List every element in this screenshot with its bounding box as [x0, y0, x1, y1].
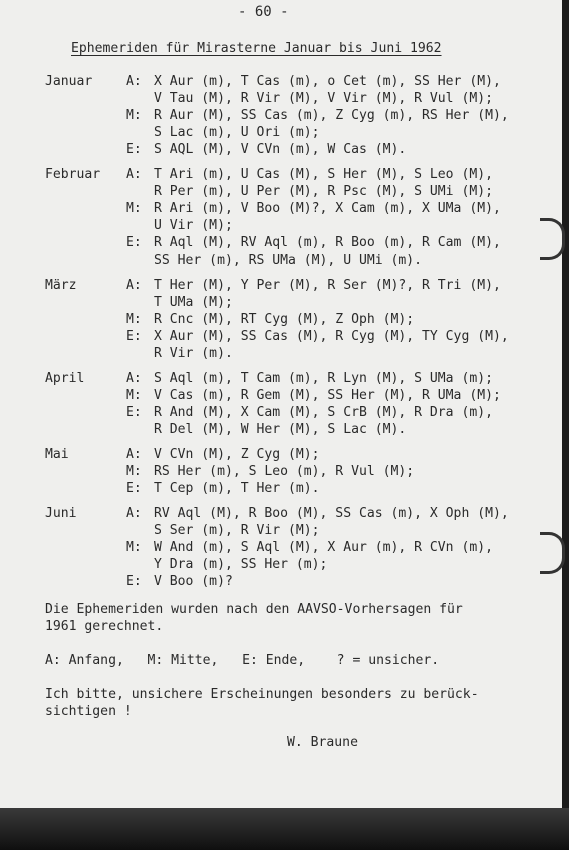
note-line: Die Ephemeriden wurden nach den AAVSO-Vorhersagen für [45, 602, 463, 617]
page-number: - 60 - [238, 4, 289, 20]
binder-clip-icon [540, 218, 565, 260]
star-list: S Aql (m), T Cam (m), R Lyn (M), S UMa (m); [154, 371, 493, 386]
star-list: T Ari (m), U Cas (M), S Her (M), S Leo (M), [154, 167, 493, 182]
star-list: V Boo (m)? [154, 574, 233, 589]
month-label: Juni [45, 506, 77, 521]
period-label: E: [126, 574, 142, 589]
request-line: sichtigen ! [45, 704, 132, 719]
star-list: R Per (m), U Per (M), R Psc (M), S UMi (M); [154, 184, 493, 199]
star-list: V Tau (M), R Vir (M), V Vir (M), R Vul (M); [154, 91, 493, 106]
period-label: E: [126, 329, 142, 344]
star-list: Y Dra (m), SS Her (m); [154, 557, 328, 572]
month-label: März [45, 278, 77, 293]
star-list: R And (M), X Cam (M), S CrB (M), R Dra (m), [154, 405, 493, 420]
star-list: U Vir (M); [154, 218, 233, 233]
star-list: T UMa (M); [154, 295, 233, 310]
book-binding-edge [0, 808, 569, 850]
star-list: S AQL (M), V CVn (m), W Cas (M). [154, 142, 407, 157]
star-list: W And (m), S Aql (M), X Aur (m), R CVn (m), [154, 540, 493, 555]
period-label: M: [126, 540, 142, 555]
month-label: Februar [45, 167, 101, 182]
period-label: A: [126, 167, 142, 182]
period-label: A: [126, 74, 142, 89]
period-label: E: [126, 481, 142, 496]
period-label: E: [126, 405, 142, 420]
star-list: SS Her (m), RS UMa (M), U UMi (m). [154, 253, 423, 268]
binder-clip-icon [540, 532, 565, 574]
star-list: R Aql (M), RV Aql (m), R Boo (m), R Cam (M), [154, 235, 501, 250]
star-list: X Aur (M), SS Cas (M), R Cyg (M), TY Cyg (M), [154, 329, 509, 344]
star-list: X Aur (m), T Cas (m), o Cet (m), SS Her (M), [154, 74, 501, 89]
star-list: RV Aql (M), R Boo (M), SS Cas (m), X Oph (M), [154, 506, 509, 521]
signature: W. Braune [287, 735, 358, 750]
star-list: R Aur (M), SS Cas (m), Z Cyg (m), RS Her (M), [154, 108, 509, 123]
period-label: M: [126, 312, 142, 327]
period-label: A: [126, 278, 142, 293]
star-list: T Her (M), Y Per (M), R Ser (M)?, R Tri (M), [154, 278, 501, 293]
note-line: 1961 gerechnet. [45, 619, 164, 634]
period-label: A: [126, 506, 142, 521]
month-label: April [45, 371, 85, 386]
month-label: Januar [45, 74, 93, 89]
star-list: S Ser (m), R Vir (M); [154, 523, 320, 538]
month-label: Mai [45, 447, 69, 462]
star-list: R Vir (m). [154, 346, 233, 361]
star-list: R Ari (m), V Boo (M)?, X Cam (m), X UMa (M), [154, 201, 501, 216]
period-label: M: [126, 201, 142, 216]
period-label: E: [126, 235, 142, 250]
star-list: R Del (M), W Her (M), S Lac (M). [154, 422, 407, 437]
star-list: RS Her (m), S Leo (m), R Vul (M); [154, 464, 415, 479]
period-label: M: [126, 108, 142, 123]
page-title: Ephemeriden für Mirasterne Januar bis Juni 1962 [71, 41, 442, 56]
legend-line: A: Anfang, M: Mitte, E: Ende, ? = unsicher. [45, 653, 440, 668]
star-list: V CVn (M), Z Cyg (M); [154, 447, 320, 462]
star-list: T Cep (m), T Her (m). [154, 481, 320, 496]
period-label: A: [126, 371, 142, 386]
period-label: A: [126, 447, 142, 462]
star-list: S Lac (m), U Ori (m); [154, 125, 320, 140]
request-line: Ich bitte, unsichere Erscheinungen besonders zu berück- [45, 687, 479, 702]
star-list: V Cas (m), R Gem (M), SS Her (M), R UMa (M); [154, 388, 501, 403]
period-label: E: [126, 142, 142, 157]
period-label: M: [126, 464, 142, 479]
star-list: R Cnc (M), RT Cyg (M), Z Oph (M); [154, 312, 415, 327]
period-label: M: [126, 388, 142, 403]
